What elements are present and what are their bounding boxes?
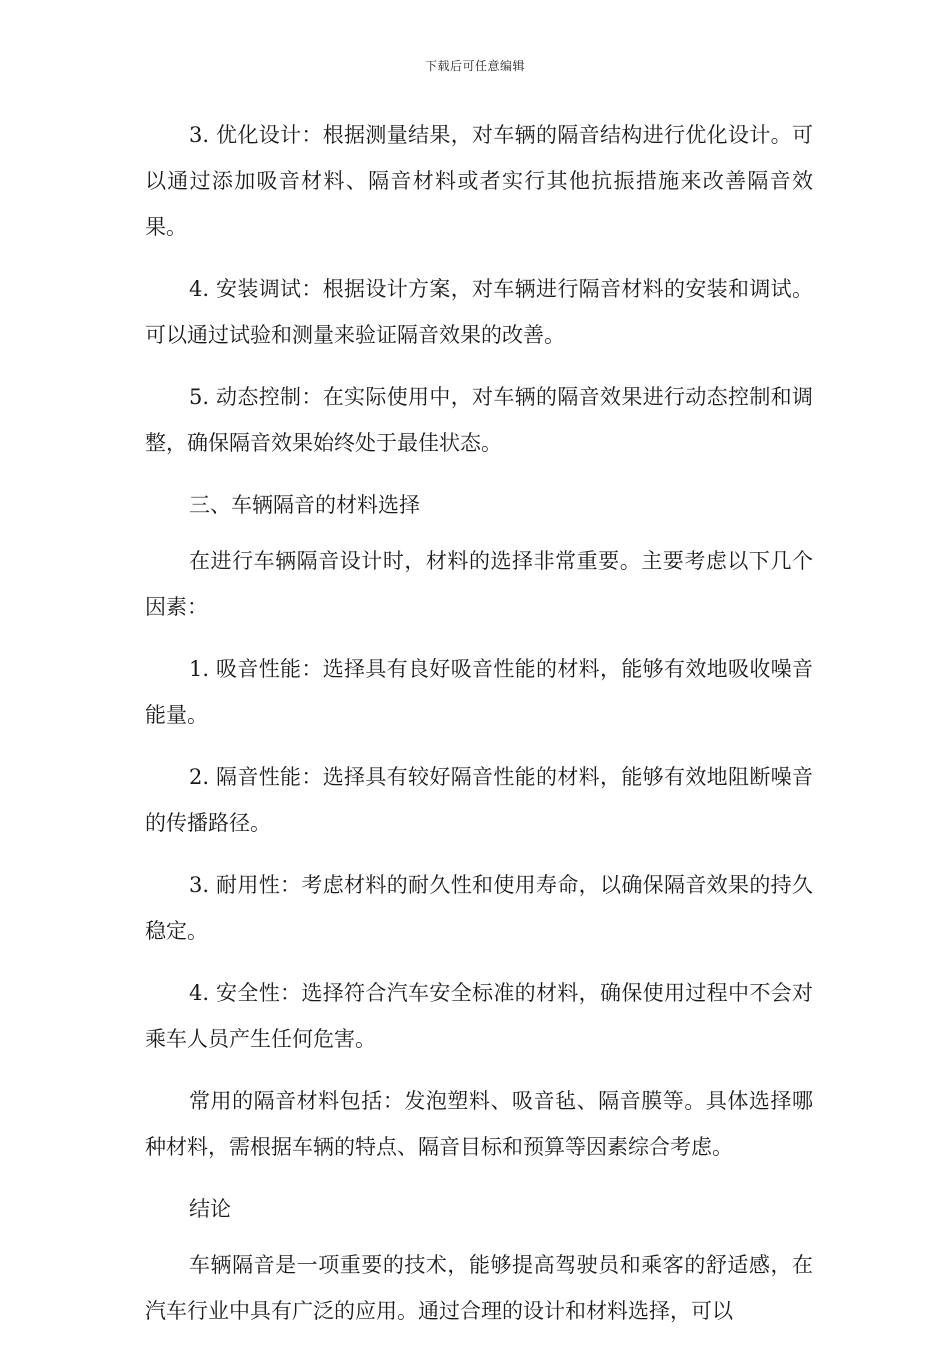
paragraph-sound-insulation: 2. 隔音性能：选择具有较好隔音性能的材料，能够有效地阻断噪音的传播路径。 [145,765,813,835]
paragraph-optimize-design: 3. 优化设计：根据测量结果，对车辆的隔音结构进行优化设计。可以通过添加吸音材料、隔音材料或者实行其他抗振措施来改善隔音效果。 [145,123,813,239]
paragraph-dynamic-control: 5. 动态控制：在实际使用中，对车辆的隔音效果进行动态控制和调整，确保隔音效果始终处于最佳状态。 [145,385,813,455]
page-header: 下载后可任意编辑 [424,59,525,73]
section-heading-material-selection: 三、车辆隔音的材料选择 [189,493,420,517]
paragraph-common-materials: 常用的隔音材料包括：发泡塑料、吸音毡、隔音膜等。具体选择哪种材料，需根据车辆的特点、隔音目标和预算等因素综合考虑。 [145,1089,813,1159]
document-body [145,112,813,1350]
paragraph-durability: 3. 耐用性：考虑材料的耐久性和使用寿命，以确保隔音效果的持久稳定。 [145,873,813,943]
paragraph-safety: 4. 安全性：选择符合汽车安全标准的材料，确保使用过程中不会对乘车人员产生任何危害。 [145,981,813,1051]
paragraph-install-debug: 4. 安装调试：根据设计方案，对车辆进行隔音材料的安装和调试。可以通过试验和测量来验证隔音效果的改善。 [145,277,813,347]
paragraph-sound-absorption: 1. 吸音性能：选择具有良好吸音性能的材料，能够有效地吸收噪音能量。 [145,657,813,727]
paragraph-material-intro: 在进行车辆隔音设计时，材料的选择非常重要。主要考虑以下几个因素： [145,549,813,619]
section-heading-conclusion: 结论 [189,1197,231,1221]
paragraph-conclusion: 车辆隔音是一项重要的技术，能够提高驾驶员和乘客的舒适感，在汽车行业中具有广泛的应用。通过合理的设计和材料选择，可以 [145,1253,813,1323]
